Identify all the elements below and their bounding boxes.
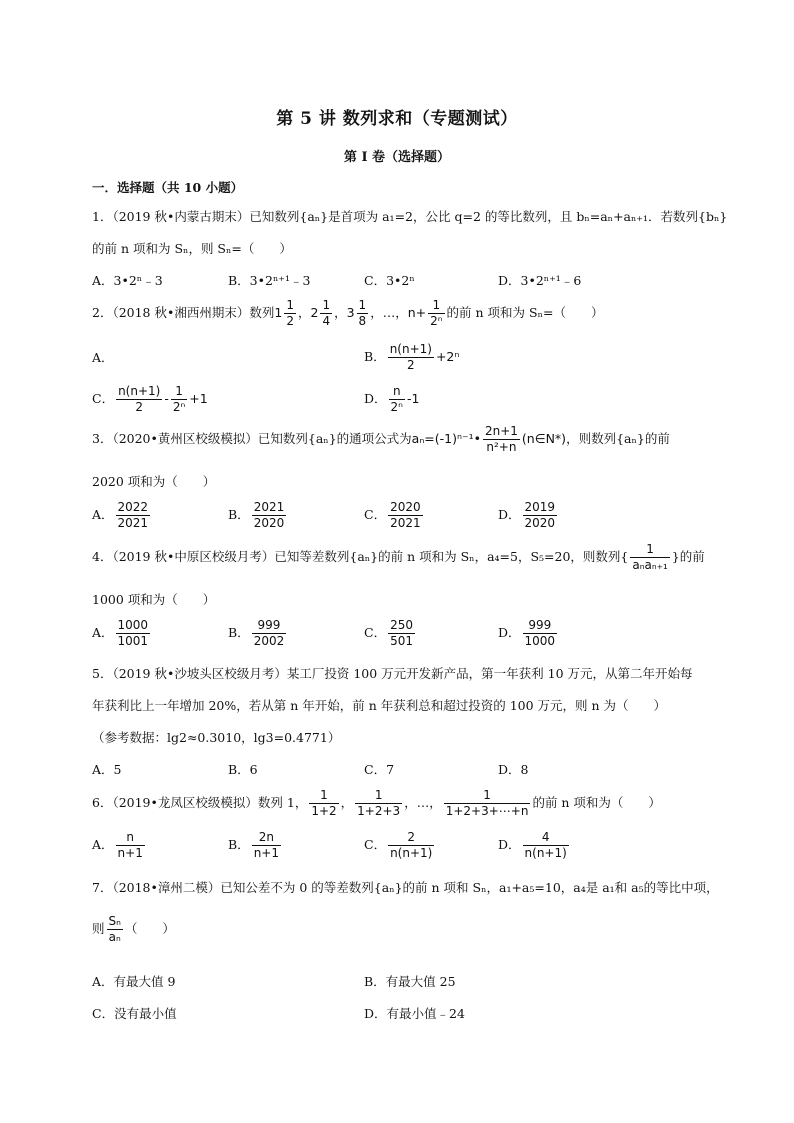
question-5-stem-cont: 年获利比上一年增加 20%，若从第 n 年开始，前 n 年获利总和超过投资的 100 万元，则 n 为（ ）: [92, 698, 667, 713]
question-2-stem: 2．（2018 秋•湘西州期末）数列1 $\frac{1}{2}$ ，2 $\frac{1}{4}$ ，3 $\frac{1}{8}$ ，…，n+ $\frac{1}{\text{2ⁿ}}$ 的前 n 项和为 Sₙ=（ ）: [92, 298, 604, 328]
q5-option-b[interactable]: B．6: [228, 762, 258, 777]
q1-option-d[interactable]: D．3•2ⁿ⁺¹﹣6: [498, 273, 582, 288]
q3-option-a[interactable]: A． $\frac{2022}{2021}$: [92, 500, 149, 530]
q3-option-c[interactable]: C． $\frac{2020}{2021}$: [364, 500, 421, 530]
q3-option-d[interactable]: D． $\frac{2019}{2020}$: [498, 500, 556, 530]
question-7-stem: 7．（2018•漳州二模）已知公差不为 0 的等差数列{aₙ}的前 n 项和 Sₙ，a₁+a₅=10，a₄是 a₁和 a₅的等比中项，: [92, 880, 719, 895]
question-3-stem: 3．（2020•黄州区校级模拟）已知数列{aₙ}的通项公式为aₙ=(-1)ⁿ⁻¹• $\frac{2n+1}{\text{n²+n}}$ (n∈N*)，则数列{aₙ}的前: [92, 424, 670, 454]
question-1-stem: 1．（2019 秋•内蒙古期末）已知数列{aₙ}是首项为 a₁=2，公比 q=2 的等比数列，且 bₙ=aₙ+aₙ₊₁．若数列{bₙ}: [92, 209, 728, 224]
q4-option-b[interactable]: B． $\frac{999}{2002}$: [228, 618, 285, 648]
q2-option-d[interactable]: D． $\frac{n}{\text{2ⁿ}}$ -1: [364, 384, 420, 414]
q7-option-c[interactable]: C．没有最小值: [92, 1006, 177, 1021]
section-heading: 一．选择题（共 10 小题）: [92, 180, 244, 195]
question-4-stem: 4．（2019 秋•中原区校级月考）已知等差数列{aₙ}的前 n 项和为 Sₙ，a₄=5，S₅=20，则数列{ $\frac{1}{\text{aₙaₙ₊₁}}$ }的前: [92, 542, 705, 572]
q6-option-a[interactable]: A． $\frac{n}{n+1}$: [92, 830, 143, 860]
q1-option-a[interactable]: A．3•2ⁿ﹣3: [92, 273, 163, 288]
question-5-reference-data: （参考数据：lg2≈0.3010，lg3=0.4771）: [92, 730, 341, 745]
q5-option-d[interactable]: D．8: [498, 762, 529, 777]
q5-option-c[interactable]: C．7: [364, 762, 395, 777]
question-6-stem: 6．（2019•龙凤区校级模拟）数列 1， $\frac{1}{1+2}$ ， $\frac{1}{1+2+3}$ ，…， $\frac{1}{1+2+3+\cdots+n}$ 的前 n 项和为（ ）: [92, 788, 661, 818]
q6-option-b[interactable]: B． $\frac{2n}{n+1}$: [228, 830, 279, 860]
question-3-stem-cont: 2020 项和为（ ）: [92, 474, 216, 489]
q2-option-c[interactable]: C． $\frac{n(n+1)}{2}$ - $\frac{1}{\text{2ⁿ}}$ +1: [92, 384, 208, 414]
q7-option-d[interactable]: D．有最小值﹣24: [364, 1006, 465, 1021]
question-7-stem-cont: 则 $\frac{\text{Sₙ}}{\text{aₙ}}$ （ ）: [92, 914, 175, 944]
q6-option-d[interactable]: D． $\frac{4}{n(n+1)}$: [498, 830, 567, 860]
q1-option-c[interactable]: C．3•2ⁿ: [364, 273, 415, 288]
q4-option-d[interactable]: D． $\frac{999}{1000}$: [498, 618, 556, 648]
question-4-stem-cont: 1000 项和为（ ）: [92, 592, 216, 607]
q2-option-b[interactable]: B． $\frac{n(n+1)}{2}$ +2ⁿ: [364, 342, 460, 372]
question-5-stem: 5．（2019 秋•沙坡头区校级月考）某工厂投资 100 万元开发新产品，第一年获利 10 万元，从第二年开始每: [92, 666, 693, 681]
volume-subtitle: 第 I 卷（选择题）: [343, 150, 451, 165]
q5-option-a[interactable]: A．5: [92, 762, 122, 777]
q4-option-a[interactable]: A． $\frac{1000}{1001}$: [92, 618, 149, 648]
q1-option-b[interactable]: B．3•2ⁿ⁺¹﹣3: [228, 273, 311, 288]
question-1-stem-cont: 的前 n 项和为 Sₙ，则 Sₙ=（ ）: [92, 241, 292, 256]
q7-option-a[interactable]: A．有最大值 9: [92, 974, 176, 989]
q2-option-a[interactable]: A．: [92, 350, 114, 365]
q7-option-b[interactable]: B．有最大值 25: [364, 974, 456, 989]
q4-option-c[interactable]: C． $\frac{250}{501}$: [364, 618, 413, 648]
q3-option-b[interactable]: B． $\frac{2021}{2020}$: [228, 500, 285, 530]
q6-option-c[interactable]: C． $\frac{2}{n(n+1)}$: [364, 830, 433, 860]
page-title: 第 5 讲 数列求和（专题测试）: [276, 109, 518, 129]
